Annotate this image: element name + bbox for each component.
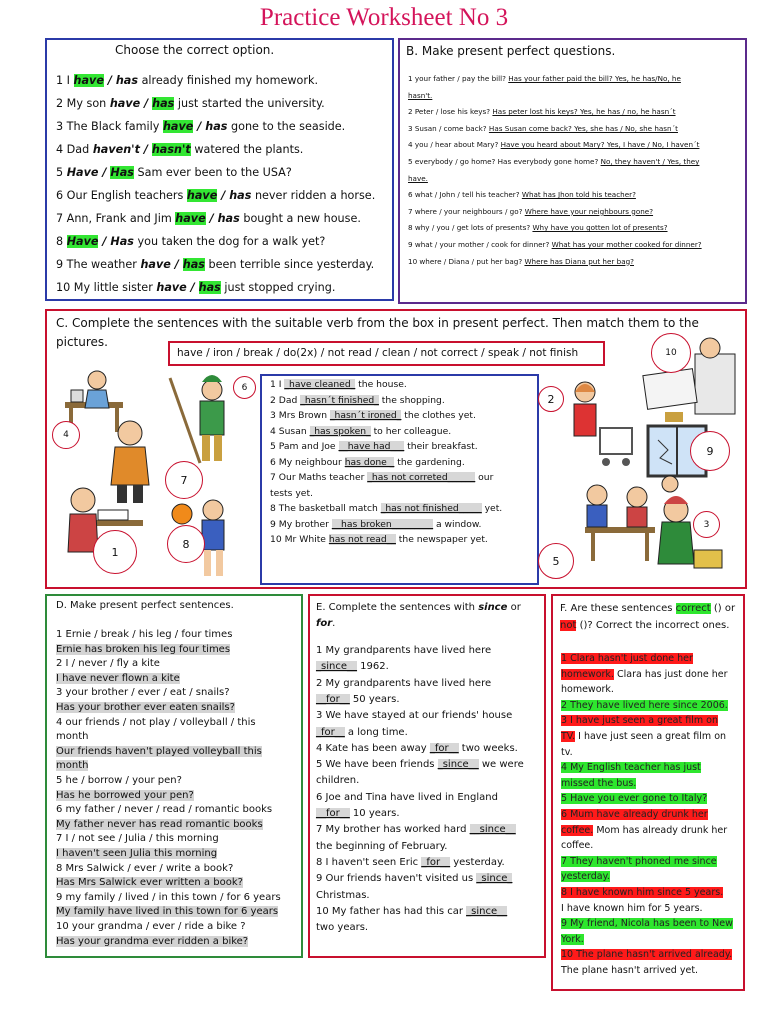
section-b-heading: B. Make present perfect questions.: [406, 44, 616, 58]
option-separator: /: [170, 258, 183, 271]
line-text: a long time.: [344, 726, 408, 738]
item-text: 2 Dad: [270, 394, 301, 406]
section-b-line: [408, 190, 636, 199]
line-text: 2 I / never / fly a kite: [56, 658, 160, 670]
verb-word-box: have / iron / break / do(2x) / not read / clean / not correct / speak / not finish: [168, 341, 605, 366]
question-answer: Where has Diana put her bag?: [524, 256, 634, 266]
line-text: missed the bus.: [561, 777, 637, 789]
question-prompt: 4 you / hear about Mary?: [408, 140, 501, 150]
question-prompt: 5 everybody / go home? Has everybody gone home?: [408, 157, 601, 166]
line-text: Ernie has broken his leg four times: [56, 643, 231, 655]
section-d-prompt: [56, 717, 256, 728]
item-text: 5 Pam and Joe: [270, 441, 339, 452]
section-d-answer: [56, 790, 194, 801]
section-a-item: [56, 120, 345, 133]
section-f-line: [561, 809, 708, 820]
item-text: the gardening.: [394, 456, 465, 468]
section-b-line: [408, 91, 432, 100]
section-e-line: [316, 775, 359, 786]
option-1: have: [162, 120, 194, 133]
question-prompt: 1 your father / pay the bill?: [408, 74, 509, 83]
section-e-line: [316, 841, 447, 852]
item-text: 1 I: [56, 74, 74, 87]
question-answer: Where have your neighbours gone?: [524, 206, 654, 216]
section-d-prompt: [56, 629, 232, 640]
question-answer: No, they haven't / Yes, they: [600, 157, 700, 166]
item-text: 6 Our English teachers: [56, 189, 187, 202]
section-c-item: [270, 519, 481, 530]
option-2: has: [198, 281, 221, 294]
section-a-item: [56, 189, 375, 202]
item-text: 5: [56, 166, 67, 179]
section-b-line: [408, 223, 668, 232]
section-e-line: [316, 727, 408, 738]
section-d-prompt: [56, 863, 233, 874]
line-text: 4 our friends / not play / volleyball / this: [56, 716, 256, 728]
section-a-item: [56, 97, 325, 110]
section-d-prompt: [56, 687, 230, 698]
line-text: 1 My grandparents have lived here: [316, 645, 492, 656]
section-e-heading: E. Complete the sentences with since or for.: [316, 602, 521, 629]
section-d-answer: [56, 702, 235, 713]
picture-number-2: 2: [538, 386, 564, 412]
option-1: haven't: [92, 143, 140, 156]
section-d-prompt: [56, 804, 272, 815]
line-text: Has your grandma ever ridden a bike?: [56, 935, 249, 947]
item-text: tests yet.: [270, 487, 313, 499]
line-text: coffee.: [561, 840, 594, 852]
item-text: 10 My little sister: [56, 281, 157, 294]
section-f-line: [561, 747, 573, 758]
section-c-item: [270, 457, 465, 468]
section-d-answer: [56, 644, 230, 655]
section-f-line: [561, 684, 614, 695]
correction-text: I have just seen a great film on: [575, 731, 727, 742]
item-text: never ridden a horse.: [251, 189, 376, 202]
section-f-line: [561, 825, 727, 836]
question-prompt: 7 where / your neighbours / go?: [408, 206, 525, 216]
section-e-line: [316, 759, 524, 770]
question-answer: Has your father paid the bill? Yes, he has/No, he: [508, 74, 681, 83]
line-text: 1962.: [356, 661, 389, 673]
item-text: 10 Mr White: [270, 534, 329, 545]
option-separator: /: [217, 189, 230, 202]
line-text: Has Mrs Salwick ever written a book?: [56, 877, 243, 889]
picture-number-3: 3: [693, 511, 720, 538]
answer-fill: _for__: [421, 856, 451, 868]
section-f-line: [561, 778, 636, 789]
line-text: 7 They haven't phoned me since: [561, 855, 717, 867]
section-f-line: [561, 715, 718, 726]
line-text: TV.: [561, 731, 576, 742]
section-e-line: [316, 873, 512, 884]
item-text: 3 Mrs Brown: [270, 410, 330, 421]
section-e-line: [316, 824, 516, 835]
line-text: two weeks.: [458, 742, 518, 754]
section-b-line: [408, 74, 681, 83]
question-answer: hasn't.: [408, 90, 433, 100]
item-text: 7 Ann, Frank and Jim: [56, 212, 176, 225]
question-answer: What has your mother cooked for dinner?: [551, 240, 702, 249]
option-separator: /: [140, 97, 153, 110]
section-f-line: [561, 731, 726, 742]
line-text: My father never has read romantic books: [56, 818, 263, 830]
line-text: coffee.: [561, 824, 594, 836]
section-d-answer: [56, 906, 278, 917]
option-2: has: [115, 74, 139, 87]
item-text: bought a new house.: [239, 212, 361, 225]
question-prompt: 3 Susan / come back?: [408, 123, 489, 133]
line-text: Christmas.: [316, 889, 370, 901]
section-a-item: [56, 166, 292, 179]
section-f-line: [561, 653, 693, 664]
section-c-item: [270, 426, 451, 437]
answer-fill: _hasn´t finished_: [300, 394, 379, 406]
line-text: 8 Mrs Salwick / ever / write a book?: [56, 862, 234, 874]
line-text: 4 Kate has been away: [316, 742, 430, 754]
option-separator: /: [193, 120, 206, 133]
picture-number-6: 6: [233, 376, 256, 399]
section-f-line: [561, 903, 703, 914]
option-2: Has: [110, 235, 134, 248]
section-a-item: [56, 235, 325, 248]
line-text: 6 Joe and Tina have lived in England: [316, 791, 498, 803]
section-e-line: [316, 792, 498, 803]
question-answer: What has Jhon told his teacher?: [521, 190, 636, 200]
answer-fill: _has not finished_____: [380, 503, 482, 514]
question-answer: Have you heard about Mary? Yes, I have / No, I haven´t: [500, 140, 700, 150]
line-text: we were: [478, 759, 524, 771]
section-a-item: [56, 74, 318, 87]
line-text: York.: [561, 933, 584, 945]
section-a-item: [56, 258, 374, 271]
option-2: hasn't: [151, 143, 191, 156]
line-text: homework.: [561, 684, 614, 696]
line-text: Our friends haven't played volleyball this: [56, 745, 262, 757]
option-separator: /: [205, 212, 218, 225]
question-answer: Has peter lost his keys? Yes, he has / no, he hasn´t: [492, 107, 676, 117]
question-answer: Has Susan come back? Yes, she has / No, she hasn´t: [488, 123, 678, 133]
line-text: 9 My friend, Nicola has been to New: [561, 918, 733, 930]
item-text: the shopping.: [378, 394, 445, 406]
line-text: 1 Clara hasn't just done her: [561, 653, 693, 664]
item-text: 8 The basketball match: [270, 503, 381, 514]
question-prompt: 6 what / John / tell his teacher?: [408, 190, 522, 200]
section-f-line: [561, 871, 610, 882]
answer-fill: _since__: [437, 759, 479, 771]
item-text: gone to the seaside.: [227, 120, 346, 133]
line-text: 9 my family / lived / in this town / for 6 years: [56, 891, 281, 903]
line-text: 4 My English teacher has just: [561, 762, 701, 774]
option-1: Have: [66, 235, 99, 248]
line-text: My family have lived in this town for 6 years: [56, 906, 279, 918]
line-text: month: [56, 760, 89, 772]
section-e-line: [316, 890, 370, 901]
line-text: yesterday.: [450, 856, 505, 868]
line-text: the beginning of February.: [316, 840, 448, 852]
section-c-item: [270, 395, 445, 406]
item-text: a window.: [433, 518, 482, 530]
line-text: 7 My brother has worked hard: [316, 824, 470, 836]
option-1: have: [73, 74, 104, 87]
option-2: has: [205, 120, 228, 133]
item-text: Sam ever been to the USA?: [133, 166, 292, 179]
option-2: has: [229, 189, 252, 202]
answer-fill: _for__: [429, 742, 459, 754]
option-1: have: [140, 258, 171, 271]
option-2: has: [152, 97, 175, 110]
question-prompt: 9 what / your mother / cook for dinner?: [408, 240, 552, 249]
line-text: 5 We have been friends: [316, 759, 438, 771]
line-text: yesterday.: [561, 871, 610, 883]
line-text: homework.: [561, 668, 614, 680]
item-text: 8: [56, 235, 67, 248]
item-text: 7 Our Maths teacher: [270, 472, 368, 483]
line-text: 5 Have you ever gone to Italy?: [561, 793, 708, 805]
option-separator: /: [98, 166, 111, 179]
question-prompt: 2 Peter / lose his keys?: [408, 107, 493, 117]
picture-number-5: 5: [538, 543, 574, 579]
line-text: 3 your brother / ever / eat / snails?: [56, 687, 230, 699]
picture-number-4: 4: [52, 421, 80, 449]
section-d-prompt: [56, 775, 182, 786]
section-d-prompt: [56, 833, 219, 844]
line-text: I have never flown a kite: [56, 672, 180, 684]
line-text: 2 They have lived here since 2006.: [561, 699, 728, 711]
picture-breakfast-couple: [575, 475, 660, 565]
picture-number-9: 9: [690, 431, 730, 471]
section-d-answer: [56, 819, 263, 830]
line-text: Has your brother ever eaten snails?: [56, 702, 235, 713]
answer-fill: has done _: [344, 456, 395, 468]
answer-fill: _hasn´t ironed_: [329, 410, 402, 421]
section-e-line: [316, 857, 505, 868]
answer-fill: _since__: [466, 905, 508, 917]
line-text: 10 My father has had this car: [316, 905, 467, 917]
question-prompt: 8 why / you / get lots of presents?: [408, 223, 533, 233]
item-text: the newspaper yet.: [395, 534, 488, 545]
section-e-line: [316, 661, 389, 672]
item-text: just stopped crying.: [220, 281, 336, 294]
section-d-answer: [56, 936, 248, 947]
section-e-line: [316, 808, 400, 819]
section-c-item: [270, 379, 407, 390]
item-text: 9 The weather: [56, 258, 141, 271]
answer-fill: __have had___: [338, 441, 405, 452]
item-text: yet.: [481, 503, 503, 514]
line-text: 6 Mum have already drunk her: [561, 809, 708, 820]
item-text: 6 My neighbour: [270, 456, 345, 468]
line-text: I haven't seen Julia this morning: [56, 848, 218, 859]
section-f-line: [561, 762, 701, 773]
section-d-answer: [56, 877, 243, 888]
option-separator: /: [103, 74, 116, 87]
answer-fill: __since__: [469, 824, 516, 836]
section-e-line: [316, 743, 518, 754]
option-1: have: [186, 189, 218, 202]
section-f-line: [561, 887, 723, 898]
line-text: Has he borrowed your pen?: [56, 789, 194, 801]
section-c-heading: C. Complete the sentences with the suitable verb from the box in present perfect. Then match them to the pictures.: [56, 316, 699, 349]
picture-shopping-cart: [560, 378, 640, 473]
section-e-line: [316, 710, 512, 721]
line-text: 10 years.: [349, 808, 400, 819]
section-e-line: [316, 694, 400, 705]
section-e-line: [316, 906, 507, 917]
section-d-prompt: [56, 658, 160, 669]
section-b-line: [408, 124, 678, 133]
section-a-item: [56, 281, 335, 294]
line-text: 1 Ernie / break / his leg / four times: [56, 629, 233, 640]
answer-fill: __for__: [316, 808, 350, 819]
answer-fill: _for__: [316, 726, 345, 738]
section-b-line: [408, 107, 676, 116]
section-c-item: [270, 441, 478, 452]
line-text: 8 I haven't seen Eric: [316, 856, 422, 868]
line-text: 50 years.: [349, 693, 400, 705]
item-text: just started the university.: [174, 97, 325, 110]
line-text: The plane hasn't arrived yet.: [561, 965, 699, 976]
line-text: 9 Our friends haven't visited us: [316, 873, 477, 885]
item-text: you taken the dog for a walk yet?: [133, 235, 326, 248]
line-text: 10 your grandma / ever / ride a bike ?: [56, 921, 246, 932]
question-answer: have.: [408, 173, 428, 183]
item-text: 4 Susan: [270, 425, 310, 437]
item-text: 3 The Black family: [56, 120, 163, 133]
section-b-line: [408, 174, 428, 183]
correction-text: Mom has already drunk her: [593, 824, 728, 836]
section-d-prompt: [56, 892, 281, 903]
option-2: has: [182, 258, 205, 271]
section-b-line: [408, 207, 653, 216]
option-separator: /: [139, 143, 152, 156]
section-f-line: [561, 700, 728, 711]
section-d-prompt: [56, 731, 88, 742]
section-f-line: [561, 669, 727, 680]
item-text: the clothes yet.: [401, 410, 476, 421]
section-f-line: [561, 918, 733, 929]
section-b-line: [408, 257, 634, 266]
section-f-line: [561, 965, 698, 976]
section-e-line: [316, 678, 491, 689]
answer-fill: has not read__: [328, 534, 396, 545]
section-d-answer: [56, 760, 88, 771]
option-separator: /: [98, 235, 111, 248]
item-text: 2 My son: [56, 97, 110, 110]
item-text: already finished my homework.: [138, 74, 319, 87]
option-1: have: [156, 281, 187, 294]
item-text: to her colleague.: [370, 425, 452, 437]
item-text: 4 Dad: [56, 143, 93, 156]
picture-number-10: 10: [651, 333, 691, 373]
section-f-line: [561, 949, 732, 960]
item-text: our: [475, 472, 494, 483]
section-b-line: [408, 140, 699, 149]
section-f-line: [561, 793, 707, 804]
line-text: month: [56, 731, 89, 743]
line-text: tv.: [561, 746, 573, 758]
section-d-prompt: [56, 921, 246, 932]
section-a-item: [56, 143, 303, 156]
line-text: two years.: [316, 922, 369, 934]
section-c-item: [270, 534, 488, 545]
section-c-item: [270, 410, 476, 421]
line-text: children.: [316, 775, 360, 787]
line-text: 10 The plane hasn't arrived already.: [561, 949, 733, 961]
answer-fill: __for__: [316, 693, 350, 705]
section-a-item: [56, 212, 361, 225]
item-text: their breakfast.: [404, 441, 478, 452]
section-a-heading: Choose the correct option.: [115, 43, 275, 57]
option-2: Has: [110, 166, 134, 179]
item-text: 1 I: [270, 379, 285, 390]
section-d-answer: [56, 673, 180, 684]
answer-fill: _since_: [476, 873, 513, 885]
picture-number-1: 1: [93, 530, 137, 574]
option-1: have: [175, 212, 206, 225]
correction-text: Clara has just done her: [613, 668, 728, 680]
question-prompt: 10 where / Diana / put her bag?: [408, 256, 525, 266]
section-f-line: [561, 934, 584, 945]
section-d-answer: [56, 848, 217, 859]
item-text: been terrible since yesterday.: [204, 258, 375, 271]
answer-fill: _have cleaned_: [284, 379, 356, 390]
line-text: 6 my father / never / read / romantic books: [56, 804, 273, 816]
option-1: have: [109, 97, 141, 110]
answer-fill: _has spoken_: [309, 425, 371, 437]
line-text: 5 he / borrow / your pen?: [56, 775, 182, 786]
line-text: 7 I / not see / Julia / this morning: [56, 833, 219, 845]
option-1: Have: [66, 166, 99, 179]
section-f-line: [561, 840, 593, 851]
line-text: I have known him for 5 years.: [561, 902, 703, 914]
option-separator: /: [186, 281, 199, 294]
section-c-item: [270, 503, 502, 514]
question-answer: Why have you gotten lot of presents?: [532, 223, 668, 233]
section-c-item: [270, 488, 313, 499]
line-text: 3 We have stayed at our friends' house: [316, 710, 513, 722]
option-2: has: [217, 212, 240, 225]
section-d-answer: [56, 746, 262, 757]
section-e-line: [316, 922, 368, 933]
answer-fill: _since__: [316, 661, 357, 673]
line-text: 2 My grandparents have lived here: [316, 677, 492, 689]
answer-fill: _has not correted______: [367, 472, 476, 483]
picture-number-7: 7: [165, 461, 203, 499]
worksheet-title: Practice Worksheet No 3: [259, 4, 509, 31]
item-text: the house.: [355, 379, 407, 390]
section-d-heading: D. Make present perfect sentences.: [56, 600, 234, 611]
section-b-line: [408, 157, 699, 166]
line-text: 3 I have just seen a great film on: [561, 715, 718, 727]
answer-fill: __has broken_________: [331, 518, 434, 530]
item-text: 9 My brother: [270, 518, 332, 530]
picture-number-8: 8: [167, 525, 205, 563]
section-e-line: [316, 645, 491, 656]
section-f-line: [561, 856, 717, 867]
item-text: watered the plants.: [190, 143, 304, 156]
section-b-line: [408, 240, 702, 249]
section-c-item: [270, 472, 493, 483]
line-text: 8 I have known him since 5 years.: [561, 887, 724, 898]
section-f-heading: F. Are these sentences correct () or not ()? Correct the incorrect ones.: [560, 603, 736, 631]
